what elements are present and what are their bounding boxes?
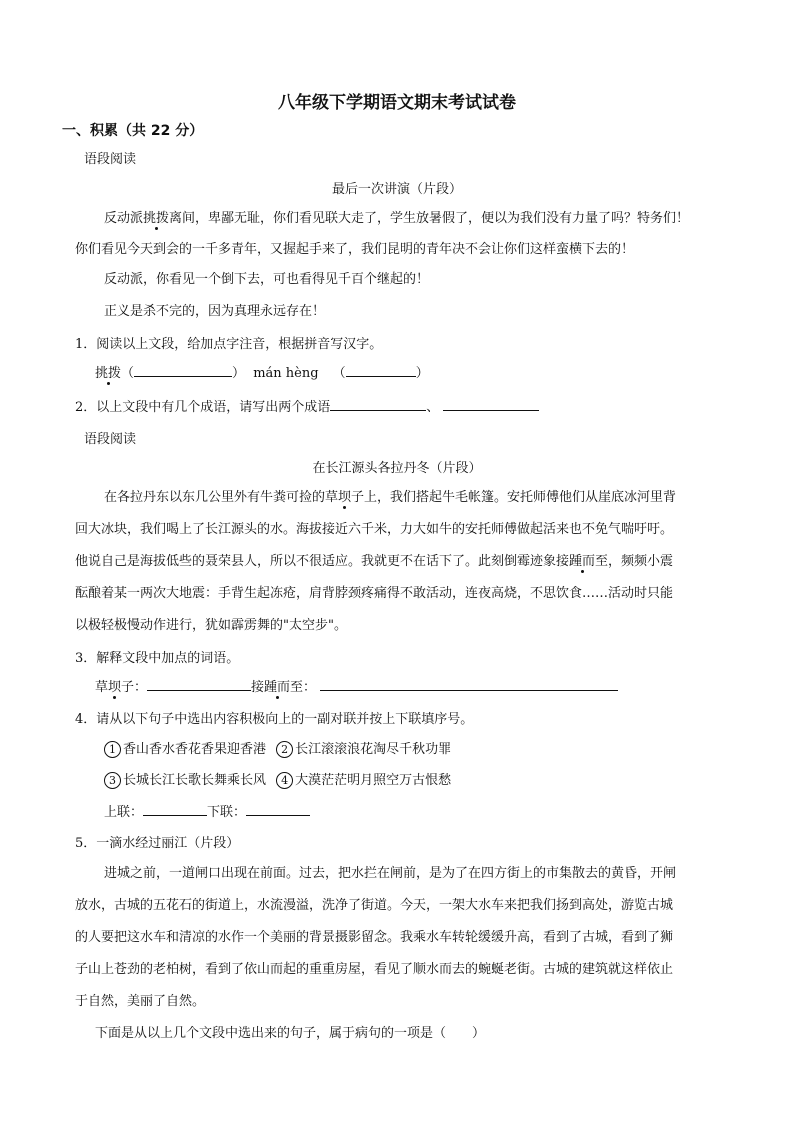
question-5-prompt: 下面是从以上几个文段中选出来的句子，属于病句的一项是（ ） xyxy=(95,1026,486,1041)
passage-paragraph: 正义是杀不完的，因为真理永远存在！ xyxy=(104,304,326,319)
passage-title: 最后一次讲演（片段） xyxy=(331,182,462,197)
couplet-options-row xyxy=(104,769,451,789)
couplet-option: 长江滚滚浪花淘尽千秋功罪 xyxy=(295,742,452,757)
passage-label: 语段阅读 xyxy=(84,152,137,167)
answer-blank[interactable] xyxy=(147,676,251,691)
couplet-option: 大漠茫茫明月照空万古恨愁 xyxy=(295,773,452,788)
answer-blank[interactable] xyxy=(443,396,539,411)
answer-blank[interactable] xyxy=(246,801,310,816)
passage-line: 回大冰块，我们喝上了长江源头的水。海拔接近六千米，力大如牛的安托师傅做起活来也不免气喘吁吁。 xyxy=(75,522,674,537)
question-1-answer-line: 挑拨（ ） mán hèng （ ） xyxy=(95,362,429,381)
passage-line: 放水，古城的五花石的街道上，水流漫溢，洗净了街道。今天，一架大水车来把我们扬到高处，游览古城 xyxy=(75,898,674,913)
question-5-stem: 5．一滴水经过丽江（片段） xyxy=(75,836,240,851)
option-number: 3 xyxy=(104,772,121,789)
passage-line: 子山上苍劲的老柏树，看到了依山而起的重重房屋，看见了顺水而去的蜿蜒老街。古城的建筑就这样依止 xyxy=(75,962,674,977)
question-4-stem: 4．请从以下句子中选出内容积极向上的一副对联并按上下联填序号。 xyxy=(75,712,474,727)
question-1-stem: 1．阅读以上文段，给加点字注音，根据拼音写汉字。 xyxy=(75,337,383,352)
passage-paragraph: 进城之前，一道闸口出现在前面。过去，把水拦在闸前，是为了在四方街上的市集散去的黄昏，开闸 xyxy=(104,866,677,881)
couplet-options-row xyxy=(104,738,451,758)
answer-blank[interactable] xyxy=(320,676,618,691)
passage-line: 他说自己是海拔低些的聂荣县人，所以不很适应。我就更不在话下了。此刻倒霉迹象接踵而至，频频小震 xyxy=(75,554,674,569)
passage-paragraph: 在各拉丹东以东几公里外有牛粪可捡的草坝子上，我们搭起牛毛帐篷。安托师傅他们从崖底冰河里背 xyxy=(104,490,677,505)
passage-label: 语段阅读 xyxy=(84,432,137,447)
passage-paragraph: 反动派，你看见一个倒下去，可也看得见千百个继起的！ xyxy=(104,272,430,287)
couplet-option: 香山香水香花香果迎香港 xyxy=(123,742,267,757)
passage-line: 以极轻极慢动作进行，犹如霹雳舞的"太空步"。 xyxy=(75,618,347,633)
question-3-stem: 3．解释文段中加点的词语。 xyxy=(75,651,240,666)
answer-blank[interactable] xyxy=(346,362,416,377)
question-2-stem: 2．以上文段中有几个成语，请写出两个成语 、 xyxy=(75,396,539,415)
passage-paragraph: 反动派挑拨离间，卑鄙无耻，你们看见联大走了，学生放暑假了，便以为我们没有力量了吗？特务们！ xyxy=(104,211,690,226)
passage-line: 于自然，美丽了自然。 xyxy=(75,994,206,1009)
answer-blank[interactable] xyxy=(134,362,232,377)
option-number: 2 xyxy=(276,741,293,758)
passage-line: 你们看见今天到会的一千多青年，又握起手来了，我们昆明的青年决不会让你们这样蛮横下去的！ xyxy=(75,242,635,257)
page-title: 八年级下学期语文期末考试试卷 xyxy=(278,93,516,113)
answer-blank[interactable] xyxy=(143,801,207,816)
passage-line: 酝酿着某一两次大地震：手背生起冻疮，肩背脖颈疼痛得不敢活动，连夜高烧，不思饮食……活动时只能 xyxy=(75,586,674,601)
question-4-answer-line: 上联： 下联： xyxy=(104,801,310,820)
option-number: 4 xyxy=(276,772,293,789)
question-3-answer-line: 草坝子： 接踵而至： xyxy=(95,676,618,695)
answer-blank[interactable] xyxy=(330,396,426,411)
section-heading: 一、积累（共 22 分） xyxy=(62,123,204,139)
passage-line: 的人要把这水车和清凉的水作一个美丽的背景摄影留念。我乘水车转轮缓缓升高，看到了古城，看到了狮 xyxy=(75,930,674,945)
couplet-option: 长城长江长歌长舞乘长风 xyxy=(123,773,267,788)
passage-title: 在长江源头各拉丹冬（片段） xyxy=(312,461,482,476)
option-number: 1 xyxy=(104,741,121,758)
